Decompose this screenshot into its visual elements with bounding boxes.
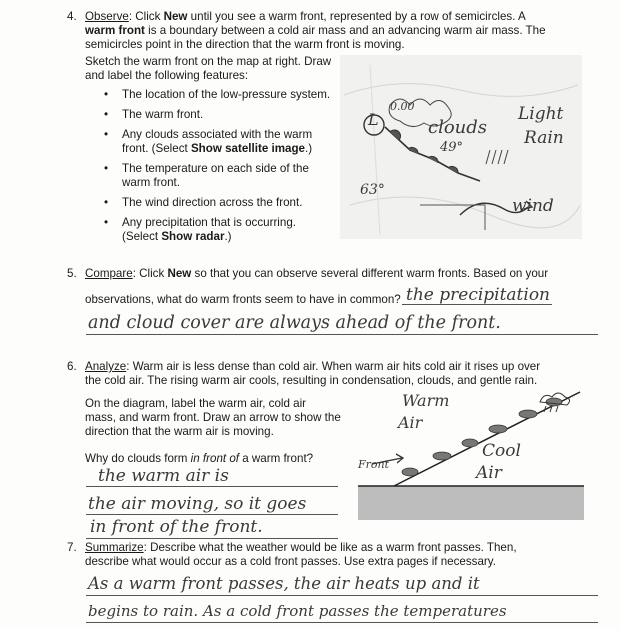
q5-prompt	[85, 267, 605, 281]
diagram-label-warm: Warm	[402, 391, 450, 410]
q5-answer-line-2: and cloud cover are always ahead of the front.	[88, 313, 501, 333]
map-label-temp-cold: 63°	[360, 182, 385, 198]
weather-map-sketch	[340, 55, 582, 239]
map-label-low: L	[368, 110, 379, 129]
diagram-label-cool: Cool	[482, 441, 521, 461]
map-label-rain: Rain	[524, 128, 564, 148]
q4-sketch-line-2: and label the following features:	[85, 69, 249, 82]
q6-heading: Analyze	[85, 360, 127, 373]
q4-bullet-clouds-cont: front. (Select	[122, 142, 191, 155]
q7-prompt	[85, 541, 605, 569]
q4-bullet-temp-cont: warm front.	[122, 176, 180, 189]
q4-bullet-precip-end: .)	[224, 230, 232, 243]
diagram-label-cool-air: Air	[476, 463, 502, 483]
q4-heading: Observe	[85, 10, 129, 23]
q5-number: 5.	[67, 267, 77, 280]
q5-answer-line-1: the precipitation	[406, 285, 551, 305]
q5-answer-rule-1	[402, 304, 552, 305]
map-label-dots: 0.00	[390, 100, 415, 113]
q7-answer-rule-1	[86, 595, 598, 596]
q7-answer-line-2: begins to rain. As a cold front passes the temperatures	[88, 602, 507, 620]
q6-prompt	[85, 360, 605, 388]
q4-sketch-instructions	[85, 55, 345, 83]
map-label-wind: wind	[512, 196, 554, 216]
q4-bullet-temp	[102, 162, 342, 190]
q6-answer-line-1: the warm air is	[98, 466, 229, 486]
q6-diag-line-3: direction that the warm air is moving.	[85, 425, 274, 438]
q7-heading: Summarize	[85, 541, 144, 554]
map-label-light: Light	[518, 104, 564, 124]
q4-feature-list	[102, 88, 342, 250]
q6-text-a: : Warm air is less dense than cold air. When warm air hits cold air it rises up over	[126, 360, 541, 373]
map-label-clouds: clouds	[428, 117, 488, 138]
q6-answer-rule-3	[86, 538, 338, 539]
q4-warm-front-term: warm front	[85, 24, 145, 37]
q6-answer-line-2: the air moving, so it goes	[88, 494, 307, 514]
q5-text-b: so that you can observe several different warm fronts. Based on your	[191, 267, 549, 280]
q4-new-keyword: New	[163, 10, 188, 23]
diagram-label-warm-air: Air	[398, 413, 423, 432]
q6-why-question	[85, 452, 313, 466]
q5-text-a: : Click	[132, 267, 168, 280]
q4-intro-c: is a boundary between a cold air mass and an advancing warm air mass. The	[144, 24, 546, 37]
q6-answer-rule-1	[86, 486, 338, 487]
ground-band	[358, 486, 584, 520]
q5-question: observations, what do warm fronts seem to have in common?	[85, 293, 401, 306]
q4-show-satellite-label: Show satellite image	[190, 142, 305, 155]
q6-diagram-instructions	[85, 397, 350, 439]
q4-bullet-clouds-end: .)	[305, 142, 313, 155]
q5-new-keyword: New	[167, 267, 192, 280]
map-label-temp-warm: 49°	[440, 140, 464, 155]
q4-bullet-clouds-text: Any clouds associated with the warm	[122, 128, 313, 141]
diagram-label-front: Front	[358, 458, 390, 471]
q6-answer-line-3: in front of the front.	[90, 517, 263, 537]
q4-bullet-precip-text: Any precipitation that is occurring.	[122, 216, 296, 229]
q7-text-a: : Describe what the weather would be like as a warm front passes. Then,	[143, 541, 517, 554]
q6-diag-line-1: On the diagram, label the warm air, cold air	[85, 397, 307, 410]
q4-intro-a: : Click	[128, 10, 164, 23]
q4-bullet-clouds	[102, 128, 342, 156]
q4-bullet-low	[102, 88, 342, 102]
q4-bullet-front-text: The warm front.	[122, 108, 204, 121]
q5-heading: Compare	[85, 267, 133, 280]
q4-bullet-precip-cont: (Select	[122, 230, 162, 243]
q7-answer-line-1: As a warm front passes, the air heats up and it	[88, 574, 480, 593]
q4-bullet-temp-text: The temperature on each side of the	[122, 162, 309, 175]
q6-why-a: Why do clouds form	[85, 452, 191, 465]
q4-bullet-precip	[102, 216, 342, 244]
q4-bullet-front	[102, 108, 342, 122]
q7-text-b: describe what would occur as a cold front passes. Use extra pages if necessary.	[85, 555, 496, 568]
q6-why-b: a warm front?	[239, 452, 314, 465]
q4-bullet-wind	[102, 196, 342, 210]
q4-bullet-low-text: The location of the low-pressure system.	[122, 88, 331, 101]
q6-answer-rule-2	[86, 514, 338, 515]
q6-diag-line-2: mass, and warm front. Draw an arrow to show the	[85, 411, 341, 424]
front-cross-section-diagram	[358, 388, 584, 520]
q6-number: 6.	[67, 360, 77, 373]
q4-bullet-wind-text: The wind direction across the front.	[122, 196, 303, 209]
q7-number: 7.	[67, 541, 77, 554]
q4-show-radar-label: Show radar	[161, 230, 225, 243]
q4-sketch-line-1: Sketch the warm front on the map at right. Draw	[85, 55, 332, 68]
q7-answer-rule-2	[86, 622, 598, 623]
cross-section-drawing	[358, 388, 584, 520]
q6-text-b: the cold air. The rising warm air cools, resulting in condensation, clouds, and gentle rain.	[85, 374, 538, 387]
q4-number: 4.	[67, 10, 77, 23]
q4-intro-b: until you see a warm front, represented by a row of semicircles. A	[187, 10, 526, 23]
q4-intro	[85, 10, 605, 52]
q4-intro-d: semicircles point in the direction that the warm front is moving.	[85, 38, 405, 51]
q5-answer-rule-2	[86, 334, 598, 335]
rain-lines	[486, 150, 508, 164]
q6-why-italic: in front of	[190, 452, 240, 465]
